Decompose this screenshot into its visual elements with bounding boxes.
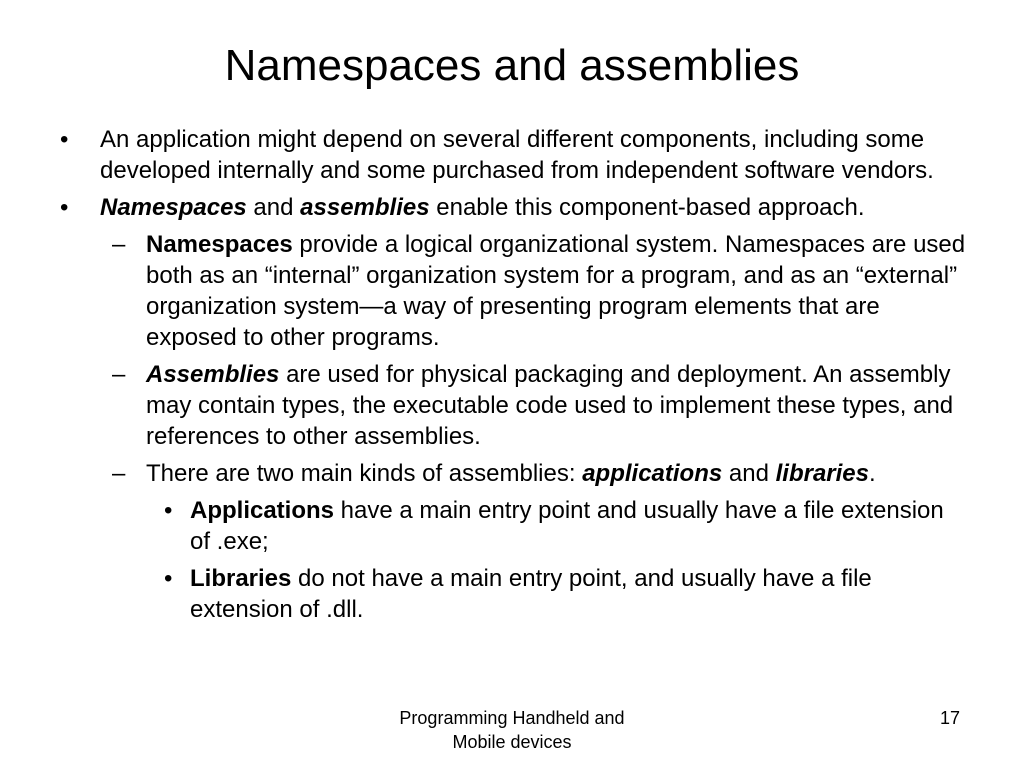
bullet-text: are used for physical packaging and deployment. An assembly may contain types, the executable code used to implement these types, and references to other assemblies. xyxy=(146,361,954,450)
bullet-marker: • xyxy=(164,565,173,592)
period-text: . xyxy=(869,460,876,487)
bullet-components xyxy=(60,124,970,186)
term-namespaces-bold: Namespaces xyxy=(146,231,293,258)
subsubbullet-applications xyxy=(60,495,970,557)
term-namespaces: Namespaces xyxy=(100,194,247,221)
connector-text: and xyxy=(246,194,301,221)
bullet-text: have a main entry point and usually have a file extension of .exe; xyxy=(190,497,944,555)
bullet-lead-text: There are two main kinds of assemblies: xyxy=(146,460,583,487)
bullet-namespaces-assemblies xyxy=(60,192,970,223)
connector-text: and xyxy=(722,460,776,487)
bullet-marker: • xyxy=(60,126,69,153)
subbullet-assembly-kinds xyxy=(60,458,970,489)
subsubbullet-libraries xyxy=(60,563,970,625)
dash-marker: – xyxy=(112,361,126,388)
bullet-text: enable this component-based approach. xyxy=(429,194,865,221)
footer-course-title xyxy=(362,706,662,754)
bullet-text: An application might depend on several different components, including some developed internally and some purchased from independent software vendors. xyxy=(100,126,934,184)
term-assemblies: assemblies xyxy=(300,194,430,221)
term-assemblies-bold: Assemblies xyxy=(146,361,280,388)
slide-body xyxy=(60,124,970,625)
bullet-text: do not have a main entry point, and usually have a file extension of .dll. xyxy=(190,565,872,623)
term-applications-bold: Applications xyxy=(190,497,335,524)
subbullet-namespaces xyxy=(60,229,970,353)
footer-line-1: Programming Handheld and xyxy=(399,708,625,728)
slide-title: Namespaces and assemblies xyxy=(224,41,800,90)
term-libraries-bold: Libraries xyxy=(190,565,292,592)
footer-line-2: Mobile devices xyxy=(452,732,572,752)
dash-marker: – xyxy=(112,460,126,487)
term-applications: applications xyxy=(582,460,723,487)
subbullet-assemblies xyxy=(60,359,970,452)
bullet-marker: • xyxy=(60,194,69,221)
term-libraries: libraries xyxy=(775,460,869,487)
bullet-marker: • xyxy=(164,497,173,524)
bullet-text: provide a logical organizational system. Namespaces are used both as an “internal” organization system for a program, and as an “external” organization system—a way of presenting program elements that are exposed to other programs. xyxy=(146,231,966,351)
page-number: 17 xyxy=(939,708,960,728)
dash-marker: – xyxy=(112,231,126,258)
